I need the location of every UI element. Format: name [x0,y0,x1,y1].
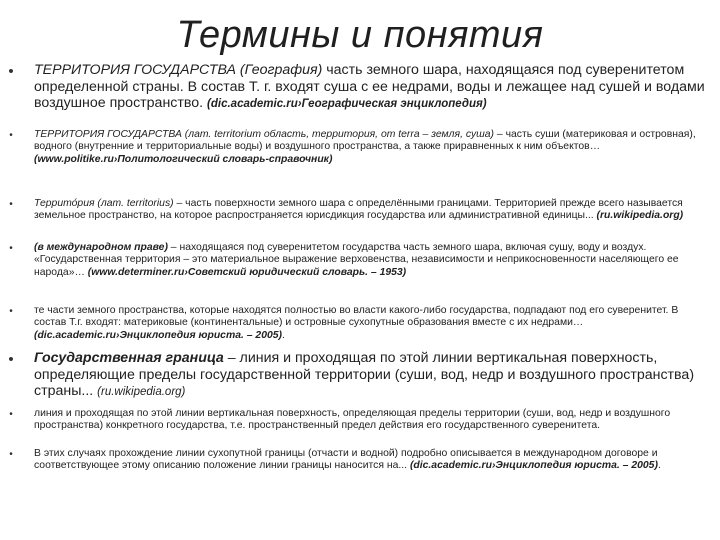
bullet-icon: • [9,306,13,317]
text-segment: (в международном праве) [34,242,168,253]
bullet-icon: • [9,243,13,254]
bullet-icon: • [9,130,13,141]
text-segment: – часть поверхности земного шара с определёнными границами. Территорией прежде всего называется земельное пространство, на которое распространяется юрисдикция государства или административной единицы... [34,198,683,222]
text-segment: (www.politike.ru›Политологический словарь-справочник) [34,153,333,165]
text-segment: – линия и проходящая по этой линии вертикальная поверхность, определяющие пределы государственной территории (суши, вод, недр и воздушного пространства) страны... [34,350,695,399]
bullet-icon: • [9,199,13,210]
text-segment: линия и проходящая по этой линии вертикальная поверхность, определяющая пределы территории (суши, вод, недр и воздушного пространства) конкретного государства, т.е. пространственный предел действия его государственного суверенитета. [34,408,671,432]
text-segment: (dic.academic.ru›Географическая энциклопедия) [207,98,487,110]
bullet-icon: • [9,449,13,460]
slide-title: Термины и понятия [176,14,544,56]
bullet-icon: • [8,351,14,368]
text-segment: те части земного пространства, которые находятся полностью во власти какого-либо государства, подпадают под его суверенитет. В состав Т.г. входят: материковые (континентальные) и островные сухопутные образования вместе с их недрами… [34,305,679,329]
text-segment: (dic.academic.ru›Энциклопедия юриста. – 2005) [409,460,658,472]
text-segment: (www.determiner.ru›Советский юридический словарь. – 1953) [87,266,407,278]
text-segment: – часть суши (материковая и островная), водного (внутренние и территориальные воды) и воздушного пространства, а также приравненных к ним объектов… [34,129,696,153]
text-segment: часть земного шара, находящаяся под суверенитетом определенной страны. В состав Т. г. входят суша с ее недрами, воды и лежащее над сушей и водами воздушное пространство. [34,62,705,111]
text-segment: ТЕРРИТОРИЯ ГОСУДАРСТВА (География) [34,62,323,78]
text-segment: Террито́рия (лат. territorius) [34,198,174,209]
text-segment: . [282,329,285,341]
text-segment: – находящаяся под суверенитетом государства часть земного шара, включая сушу, воду и воздух. «Государственная территория – это материальное выражение верховенства, независимости и неприкосновенности населяющего ее народа»… [34,242,679,278]
text-segment: (dic.academic.ru›Энциклопедия юриста. – 2005) [34,329,282,341]
text-segment: Государственная граница [34,350,224,366]
text-segment: (ru.wikipedia.org) [596,210,684,222]
list-item-text [34,129,710,166]
text-segment: (ru.wikipedia.org) [97,386,186,398]
text-segment: . [657,460,661,472]
list-item-text [34,408,710,433]
list-item-text [34,242,710,279]
list-item-text [34,448,710,473]
text-segment: В этих случаях прохождение линии сухопутной границы (отчасти и водной) подробно описывается в международном договоре и соответствующее этому описанию положение линии границы наносится на... [34,448,658,472]
list-item-text [34,62,710,113]
text-segment: ТЕРРИТОРИЯ ГОСУДАРСТВА (лат. territorium область, территория, от terra – земля, суша) [34,129,495,140]
list-item-text [34,305,710,342]
bullet-icon: • [8,63,14,80]
list-item-text [34,350,710,401]
list-item-text [34,198,710,223]
bullet-icon: • [9,409,13,420]
